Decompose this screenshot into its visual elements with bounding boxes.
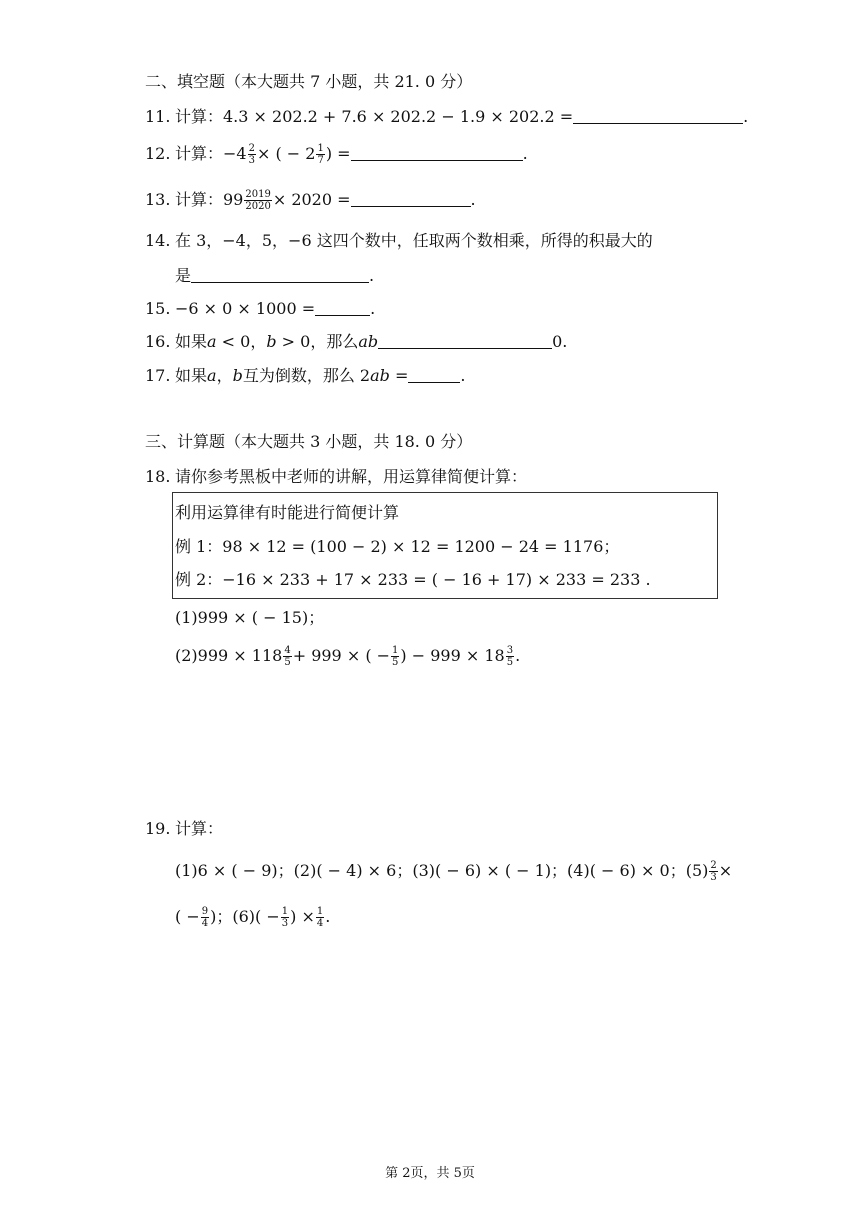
answer-blank[interactable] — [378, 334, 552, 349]
blackboard-example-1: 例 1：98 × 12 = (100 − 2) × 12 = 1200 − 24 = 1176； — [175, 537, 620, 556]
period: . — [460, 366, 466, 385]
question-number: 12. — [145, 144, 171, 163]
question-text: 计算：4.3 × 202.2 + 7.6 × 202.2 − 1.9 × 202.2 = — [175, 107, 574, 126]
question-text: ) = — [325, 144, 351, 163]
fraction: $\frac{2}{3}$ — [710, 860, 717, 883]
question-18-part-1: (1)999 × ( − 15)； — [175, 608, 325, 627]
fraction: $\frac{1}{3}$ — [281, 906, 289, 929]
question-18 — [145, 466, 527, 488]
question-text: = — [389, 366, 409, 385]
question-12 — [145, 143, 528, 166]
question-18-part-2: (2)999 × 118 $\frac{4}{5}$ + 999 × ( − $\frac{1}{5}$ ) − 999 × 18 $\frac{3}{5}$ . — [175, 645, 521, 668]
question-text: ， — [216, 366, 233, 385]
blackboard-title: 利用运算律有时能进行简便计算 — [175, 503, 400, 522]
fraction: $\frac{4}{5}$ — [284, 645, 291, 668]
period: . — [522, 144, 528, 163]
blackboard-example-2: 例 2：−16 × 233 + 17 × 233 = ( − 16 + 17) × 233 = 233 . — [175, 570, 651, 589]
variable: b — [232, 366, 243, 385]
page-footer: 第 2页，共 5页 — [385, 1166, 475, 1181]
period: . — [369, 266, 375, 285]
period: . — [470, 190, 476, 209]
variable: b — [266, 332, 277, 351]
variable: a — [207, 366, 217, 385]
section-heading-calculation: 三、计算题（本大题共 3 小题，共 18. 0 分） — [145, 432, 473, 451]
question-number: 16. — [145, 332, 171, 351]
fraction: $\frac{9}{4}$ — [201, 906, 209, 929]
fraction: $\frac{1}{5}$ — [392, 645, 399, 668]
question-14-continuation — [175, 265, 374, 287]
question-11 — [145, 106, 748, 128]
answer-blank[interactable] — [351, 192, 471, 207]
question-text: 请你参考黑板中老师的讲解，用运算律简便计算： — [175, 467, 528, 486]
question-14 — [145, 230, 653, 252]
question-19 — [145, 818, 223, 840]
question-number: 13. — [145, 190, 171, 209]
question-text: 互为倒数，那么 2 — [242, 366, 371, 385]
answer-blank[interactable] — [351, 146, 523, 161]
question-13 — [145, 189, 476, 212]
variable: ab — [358, 332, 379, 351]
question-text: −6 × 0 × 1000 = — [175, 299, 316, 318]
fraction: $\frac{3}{5}$ — [506, 645, 514, 668]
question-19-line-2: ( − $\frac{9}{4}$ )；(6)( − $\frac{1}{3}$ ) × $\frac{1}{4}$ . — [175, 906, 331, 929]
answer-blank[interactable] — [573, 109, 743, 124]
question-text: 计算： — [175, 819, 224, 838]
question-number: 11. — [145, 107, 171, 126]
question-text: 计算：−4 — [175, 144, 247, 163]
question-text: < 0， — [216, 332, 267, 351]
question-number: 19. — [145, 819, 171, 838]
question-text: × 2020 = — [272, 190, 351, 209]
question-17 — [145, 365, 465, 387]
answer-blank[interactable] — [315, 301, 370, 316]
question-16 — [145, 331, 567, 353]
question-number: 18. — [145, 467, 171, 486]
question-text: > 0，那么 — [276, 332, 359, 351]
fraction: $\frac{2}{3}$ — [248, 143, 255, 166]
question-text: 如果 — [175, 366, 208, 385]
fraction: $\frac{1}{7}$ — [317, 143, 324, 166]
question-text: 在 3，−4，5，−6 这四个数中，任取两个数相乘，所得的积最大的 — [175, 231, 653, 250]
question-text: 是 — [175, 266, 192, 285]
question-text: 计算：99 — [175, 190, 244, 209]
fraction: $\frac{2019}{2020}$ — [245, 189, 271, 212]
question-19-line-1: (1)6 × ( − 9)；(2)( − 4) × 6；(3)( − 6) × ( − 1)；(4)( − 6) × 0；(5) $\frac{2}{3}$ × — [175, 860, 733, 883]
question-text: 如果 — [175, 332, 208, 351]
answer-blank[interactable] — [408, 368, 460, 383]
question-number: 15. — [145, 299, 171, 318]
variable: ab — [370, 366, 390, 385]
question-15 — [145, 298, 375, 320]
question-text: 0. — [552, 332, 568, 351]
period: . — [370, 299, 376, 318]
section-heading-fill-in: 二、填空题（本大题共 7 小题，共 21. 0 分） — [145, 72, 473, 91]
fraction: $\frac{1}{4}$ — [316, 906, 324, 929]
question-number: 14. — [145, 231, 171, 250]
question-number: 17. — [145, 366, 171, 385]
period: . — [743, 107, 749, 126]
answer-blank[interactable] — [191, 268, 369, 283]
variable: a — [207, 332, 217, 351]
question-text: × ( − 2 — [256, 144, 316, 163]
